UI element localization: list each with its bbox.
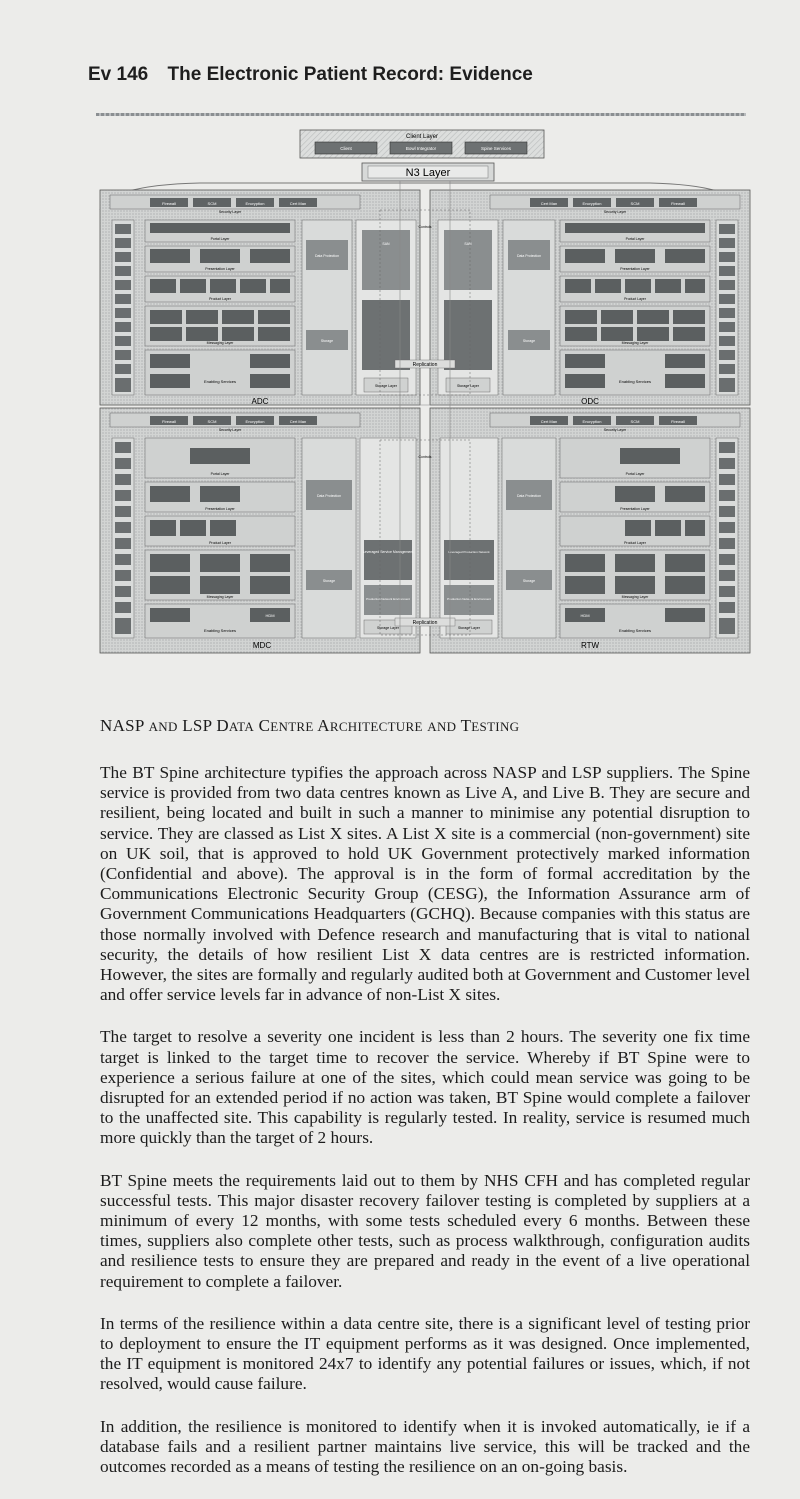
- odc-portal-layer: Portal Layer: [625, 237, 645, 241]
- client-layer: [300, 130, 544, 158]
- mdc-enabling-services: Enabling Services: [203, 628, 237, 633]
- rtw-messaging-layer: Messaging Layer: [621, 595, 649, 599]
- title-part-lsp-d: LSP D: [177, 716, 229, 735]
- mdc-sec-firewall: Firewall: [162, 419, 176, 424]
- adc-product-layer: Product Layer: [209, 297, 231, 301]
- mdc-security-layer: Security Layer: [218, 428, 242, 432]
- rtw-storage: Storage: [522, 579, 536, 583]
- rtw-storage-layer: Storage Layer: [458, 626, 480, 630]
- odc-sec-encryption: Encryption: [582, 201, 602, 206]
- paragraph-5: In addition, the resilience is monitored to identify when it is invoked automatically, ie if a database fails and a resilient partner maintains live service, this will be tracked and the outcomes recorded as a means of testing the resilience on an on-going basis.: [100, 1416, 750, 1477]
- odc-storage: Storage: [522, 339, 536, 343]
- client-item-bowl-integrator: Bowl Integrator: [405, 146, 437, 151]
- mdc-presentation-layer: Presentation Layer: [205, 507, 235, 511]
- client-layer-title: Client Layer: [405, 134, 439, 140]
- rtw-security-layer: Security Layer: [603, 428, 627, 432]
- title-part-and-2: AND: [427, 719, 457, 734]
- adc-portal-layer: Portal Layer: [210, 237, 230, 241]
- adc-label: ADC: [251, 397, 269, 406]
- adc-sec-encryption: Encryption: [245, 201, 265, 206]
- mdc-storage: Storage: [322, 579, 336, 583]
- adc-sec-cert-man: Cert Man: [289, 201, 307, 206]
- odc-messaging-layer: Messaging Layer: [621, 341, 649, 345]
- odc-sec-scm: SCM: [630, 201, 640, 206]
- rtw-sec-firewall: Firewall: [671, 419, 685, 424]
- section-title: [100, 716, 750, 736]
- title-part-entre: ENTRE: [270, 719, 314, 734]
- mdc-product-layer: Product Layer: [209, 541, 231, 545]
- site-panel-mdc: [100, 408, 420, 653]
- title-part-esting: ESTING: [471, 719, 520, 734]
- rtw-presentation-layer: Presentation Layer: [620, 507, 650, 511]
- odc-sec-firewall: Firewall: [671, 201, 685, 206]
- rtw-product-layer: Product Layer: [624, 541, 646, 545]
- adc-presentation-layer: Presentation Layer: [205, 267, 235, 271]
- adc-sec-scm: SCM: [207, 201, 217, 206]
- rtw-data-protection: Data Protection: [516, 494, 542, 498]
- odc-enabling-services: Enabling Services: [618, 379, 652, 384]
- mdc-hdm: HDM: [265, 613, 275, 618]
- site-panel-odc: [430, 190, 750, 406]
- rtw-hdm: HDM: [580, 613, 590, 618]
- rtw-sec-cert-man: Cert Man: [540, 419, 558, 424]
- replication-top-controls: Controls: [418, 225, 432, 229]
- replication-bottom-controls: Controls: [418, 455, 432, 459]
- adc-messaging-layer: Messaging Layer: [206, 341, 234, 345]
- adc-storage: Storage: [320, 339, 334, 343]
- odc-storage-layer: Storage Layer: [457, 384, 479, 388]
- replication-bottom-label: Replication: [412, 620, 438, 626]
- mdc-data-protection: Data Protection: [316, 494, 342, 498]
- mdc-messaging-layer: Messaging Layer: [206, 595, 234, 599]
- mdc-portal-layer: Portal Layer: [210, 472, 230, 476]
- paragraph-2: The target to resolve a severity one incident is less than 2 hours. The severity one fix time target is linked to the target time to recover the service. Whereby if BT Spine were to experience a serious failure at one of the sites, which could mean service was going to be disrupted for an extended period if no action was taken, BT Spine would complete a failover to the unaffected site. This capability is regularly tested. In reality, service is resumed much more quickly than the target of 2 hours.: [100, 1027, 750, 1148]
- adc-security-layer: Security Layer: [218, 210, 242, 214]
- rtw-leveraged-production-network: Leveraged Production Network: [448, 550, 490, 554]
- rtw-production-network-environment: Production Network Environment: [447, 597, 491, 601]
- odc-sec-cert-man: Cert Man: [540, 201, 558, 206]
- client-item-spine-services: Spine Services: [480, 146, 512, 151]
- mdc-sec-encryption: Encryption: [245, 419, 265, 424]
- odc-security-layer: Security Layer: [603, 210, 627, 214]
- mdc-sec-cert-man: Cert Man: [289, 419, 307, 424]
- mdc-leveraged-service-management: Leveraged Service Management: [362, 550, 414, 554]
- article-body: [100, 716, 750, 1499]
- paragraph-3: BT Spine meets the requirements laid out to them by NHS CFH and has completed regular successful tests. This major disaster recovery failover testing is completed by suppliers at a minimum of every 12 months, with some tests scheduled every 6 months. Between these times, suppliers also complete other tests, such as process walkthrough, configuration audits and resilience tests to ensure they are prepared and ready in the event of a live operational requirement to complete a failover.: [100, 1170, 750, 1291]
- rtw-portal-layer: Portal Layer: [625, 472, 645, 476]
- adc-san: SAN: [382, 242, 390, 246]
- site-panel-adc: [100, 190, 420, 406]
- title-part-ata: ATA: [228, 719, 255, 734]
- adc-enabling-services: Enabling Services: [203, 379, 237, 384]
- adc-storage-layer: Storage Layer: [375, 384, 397, 388]
- title-part-rchitecture: RCHITECTURE: [329, 719, 423, 734]
- replication-top-label: Replication: [412, 362, 438, 368]
- mdc-production-network-environment: Production Network Environment: [366, 597, 410, 601]
- odc-label: ODC: [581, 397, 599, 406]
- client-item-client: Client: [340, 146, 352, 151]
- page-number: Ev 146: [88, 64, 149, 85]
- odc-presentation-layer: Presentation Layer: [620, 267, 650, 271]
- title-part-t: T: [456, 716, 472, 735]
- adc-sec-firewall: Firewall: [162, 201, 176, 206]
- odc-data-protection: Data Protection: [516, 254, 542, 258]
- rtw-enabling-services: Enabling Services: [618, 628, 652, 633]
- rtw-sec-scm: SCM: [630, 419, 640, 424]
- architecture-diagram: [0, 0, 800, 700]
- n3-layer-title: N3 Layer: [405, 167, 451, 179]
- rtw-sec-encryption: Encryption: [582, 419, 602, 424]
- title-part-nasp: NASP: [100, 716, 149, 735]
- odc-product-layer: Product Layer: [624, 297, 646, 301]
- paragraph-4: In terms of the resilience within a data centre site, there is a significant level of testing prior to deployment to ensure the IT equipment performs as it was designed. Once implemented, the IT equipment is monitored 24x7 to identify any potential failures or issues, which, if not resolved, would cause failure.: [100, 1313, 750, 1394]
- site-panel-rtw: [430, 408, 750, 653]
- title-part-a: A: [313, 716, 330, 735]
- header-title: The Electronic Patient Record: Evidence: [167, 64, 533, 85]
- paragraph-1: The BT Spine architecture typifies the approach across NASP and LSP suppliers. The Spine service is provided from two data centres known as Live A, and Live B. They are secure and resilient, being located and built in such a manner to minimise any potential disruption to service. They are classed as List X sites. A List X site is a commercial (non-government) site on UK soil, that is approved to hold UK Government protectively marked information (Confidential and above). The approval is in the form of formal accreditation by the Communications Electronic Security Group (CESG), the Information Assurance arm of Government Communications Headquarters (GCHQ). Because companies with this status are those normally involved with Defence research and manufacturing that is vital to national security, the details of how resilient List X data centres are is restricted information. However, the sites are formally and regularly audited both at Government and Customer level and offer service levels far in advance of non-List X sites.: [100, 763, 750, 1005]
- rtw-label: RTW: [580, 641, 600, 650]
- odc-san: SAN: [464, 242, 472, 246]
- mdc-sec-scm: SCM: [207, 419, 217, 424]
- title-part-and-1: AND: [148, 719, 178, 734]
- adc-data-protection: Data Protection: [314, 254, 340, 258]
- mdc-label: MDC: [252, 641, 272, 650]
- title-part-c: C: [254, 716, 271, 735]
- mdc-storage-layer: Storage Layer: [377, 626, 399, 630]
